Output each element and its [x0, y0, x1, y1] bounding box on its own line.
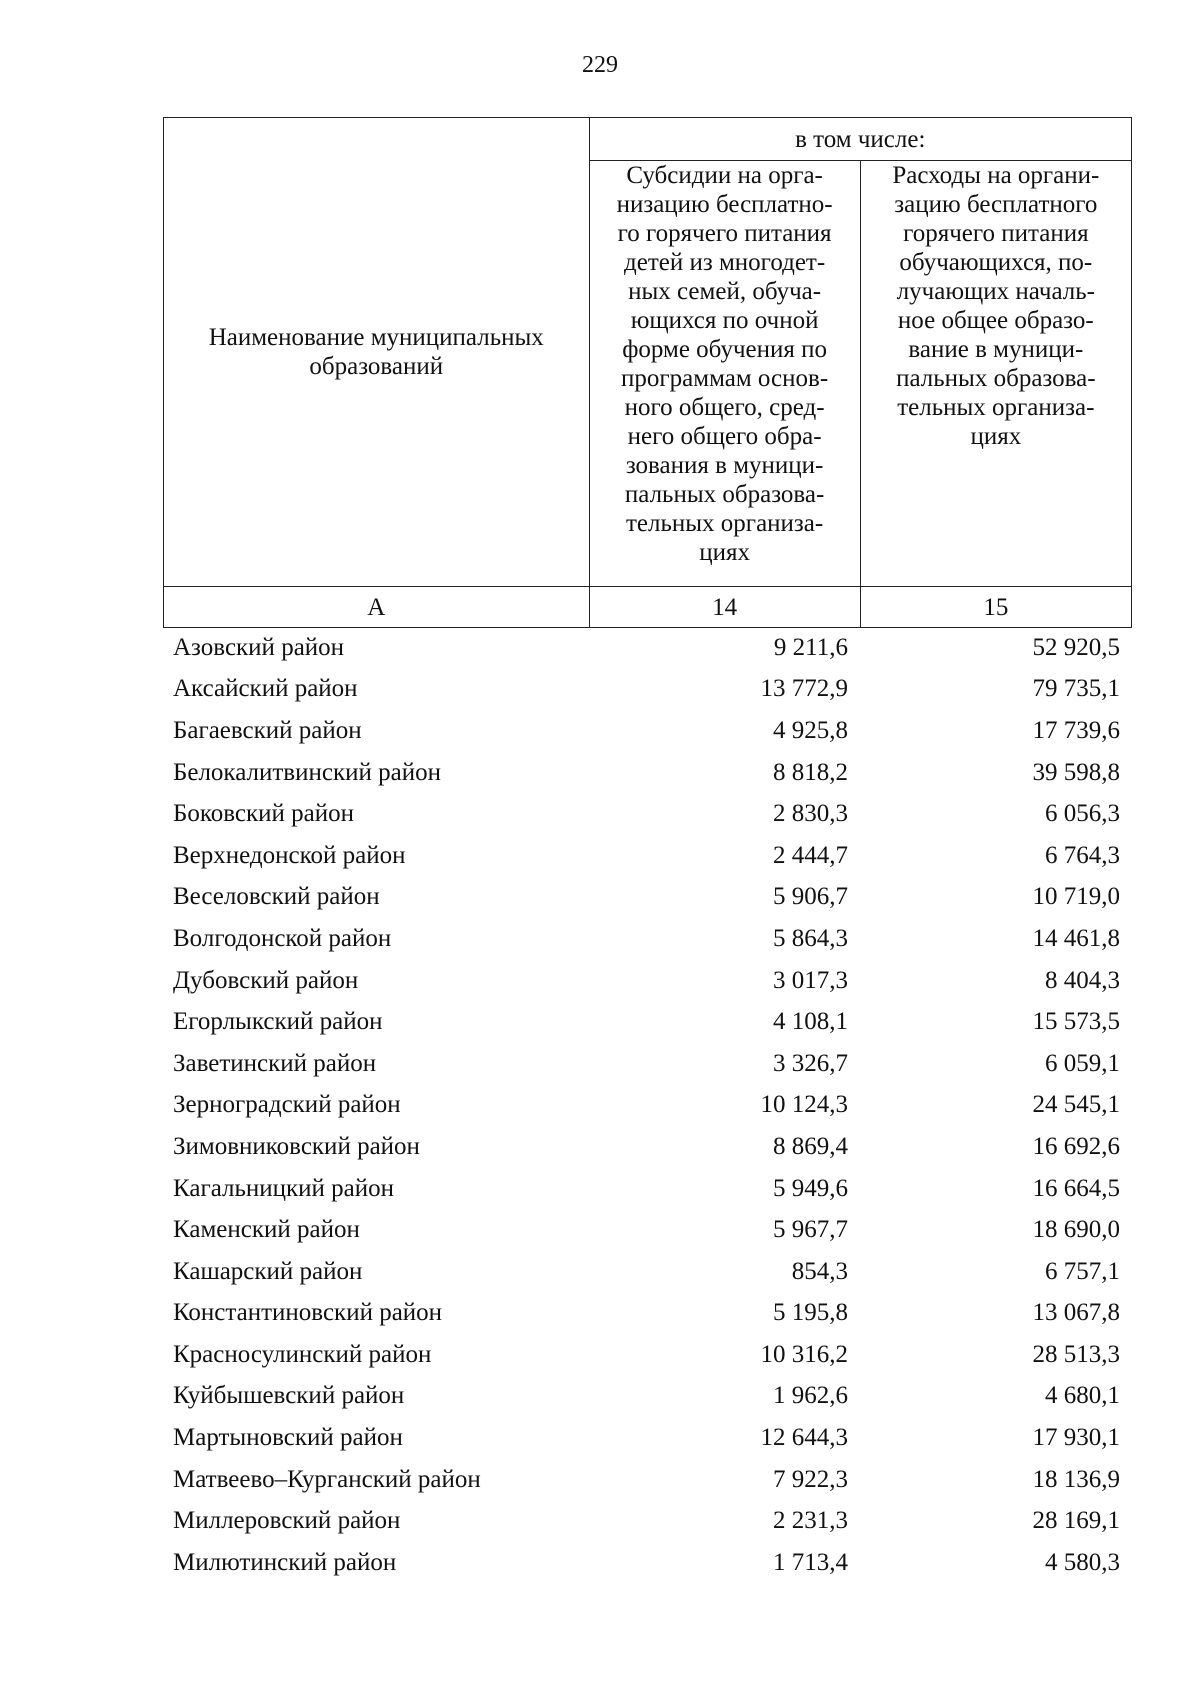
- municipality-name: Веселовский район: [173, 883, 380, 911]
- value-col-15: 39 598,8: [1032, 758, 1120, 786]
- value-col-15: 17 739,6: [1032, 716, 1120, 744]
- value-col-15: 6 059,1: [1045, 1049, 1120, 1077]
- value-col-15: 18 690,0: [1032, 1216, 1120, 1244]
- value-col-14: 1 962,6: [773, 1382, 848, 1410]
- column-header-municipality: Наименование муниципальных образований: [164, 118, 590, 587]
- value-col-14: 10 124,3: [760, 1091, 848, 1119]
- column-header-14: [589, 161, 860, 587]
- table-row: [163, 1251, 1132, 1293]
- table-row: [163, 669, 1132, 711]
- municipality-name: Красносулинский район: [173, 1340, 432, 1368]
- table-row: [163, 1001, 1132, 1043]
- municipality-name: Кагальницкий район: [173, 1174, 395, 1202]
- value-col-15: 6 056,3: [1045, 800, 1120, 828]
- municipality-name: Константиновский район: [173, 1299, 443, 1327]
- page-number: 229: [582, 52, 618, 78]
- value-col-15: 28 169,1: [1032, 1507, 1120, 1535]
- value-col-14: 5 864,3: [773, 924, 848, 952]
- table-row: [163, 1043, 1132, 1085]
- municipality-name: Боковский район: [173, 800, 354, 828]
- column-header-15: [860, 161, 1131, 587]
- value-col-15: 4 680,1: [1045, 1382, 1120, 1410]
- municipality-name: Кашарский район: [173, 1257, 363, 1285]
- table-row: [163, 835, 1132, 877]
- table-row: [163, 1417, 1132, 1459]
- value-col-14: 2 444,7: [773, 841, 848, 869]
- value-col-14: 3 017,3: [773, 966, 848, 994]
- value-col-15: 6 764,3: [1045, 841, 1120, 869]
- table-row: [163, 960, 1132, 1002]
- value-col-15: 14 461,8: [1032, 924, 1120, 952]
- table-row: [163, 1459, 1132, 1501]
- municipality-name: Милютинский район: [173, 1548, 397, 1576]
- value-col-15: 10 719,0: [1032, 883, 1120, 911]
- municipality-name: Егорлыкский район: [173, 1008, 383, 1036]
- value-col-15: 8 404,3: [1045, 966, 1120, 994]
- column-number-14: 14: [589, 587, 860, 628]
- value-col-15: 52 920,5: [1032, 633, 1120, 661]
- table-row: [163, 918, 1132, 960]
- value-col-14: 2 830,3: [773, 800, 848, 828]
- table-row: [163, 1293, 1132, 1335]
- table-row: [163, 1334, 1132, 1376]
- value-col-15: 24 545,1: [1032, 1091, 1120, 1119]
- value-col-14: 5 967,7: [773, 1216, 848, 1244]
- municipality-name: Куйбышевский район: [173, 1382, 405, 1410]
- column-header-15-text: Расходы на органи- зацию бесплатного горячего питания обучающихся, по- лучающих началь- ное общее образо- вание в муници- пальных образова- тельных организа- циях: [892, 162, 1100, 450]
- table-row: [163, 627, 1132, 669]
- column-group-header: в том числе:: [589, 118, 1131, 161]
- table-row: [163, 1376, 1132, 1418]
- municipality-name: Аксайский район: [173, 675, 358, 703]
- municipality-name: Заветинский район: [173, 1049, 377, 1077]
- value-col-14: 5 906,7: [773, 883, 848, 911]
- column-number-a: А: [164, 587, 590, 628]
- municipality-name: Дубовский район: [173, 966, 359, 994]
- municipality-name: Мартыновский район: [173, 1424, 403, 1452]
- value-col-14: 12 644,3: [760, 1424, 848, 1452]
- value-col-14: 13 772,9: [760, 675, 848, 703]
- table-row: [163, 710, 1132, 752]
- value-col-14: 9 211,6: [773, 633, 848, 661]
- value-col-14: 854,3: [791, 1257, 848, 1285]
- municipality-name: Каменский район: [173, 1216, 360, 1244]
- municipality-name: Зерноградский район: [173, 1091, 401, 1119]
- value-col-15: 17 930,1: [1032, 1424, 1120, 1452]
- municipality-name: Зимовниковский район: [173, 1132, 420, 1160]
- value-col-15: 18 136,9: [1032, 1465, 1120, 1493]
- table-row: [163, 1542, 1132, 1584]
- municipality-name: Верхнедонской район: [173, 841, 406, 869]
- value-col-15: 16 692,6: [1032, 1132, 1120, 1160]
- table-body: [163, 627, 1132, 1584]
- column-number-15: 15: [860, 587, 1131, 628]
- value-col-15: 79 735,1: [1032, 675, 1120, 703]
- municipality-name: Белокалитвинский район: [173, 758, 441, 786]
- table-header: [163, 117, 1132, 628]
- table-row: [163, 1085, 1132, 1127]
- municipality-name: Матвеево–Курганский район: [173, 1465, 481, 1493]
- value-col-15: 13 067,8: [1032, 1299, 1120, 1327]
- value-col-14: 7 922,3: [773, 1465, 848, 1493]
- municipality-name: Волгодонской район: [173, 924, 392, 952]
- municipality-name: Азовский район: [173, 633, 345, 661]
- value-col-14: 8 869,4: [773, 1132, 848, 1160]
- table-row: [163, 1168, 1132, 1210]
- value-col-14: 1 713,4: [773, 1548, 848, 1576]
- value-col-15: 28 513,3: [1032, 1340, 1120, 1368]
- table-row: [163, 793, 1132, 835]
- value-col-14: 3 326,7: [773, 1049, 848, 1077]
- value-col-14: 8 818,2: [773, 758, 848, 786]
- value-col-14: 10 316,2: [760, 1340, 848, 1368]
- municipality-name: Миллеровский район: [173, 1507, 401, 1535]
- value-col-14: 4 925,8: [773, 716, 848, 744]
- table-row: [163, 1500, 1132, 1542]
- value-col-15: 6 757,1: [1045, 1257, 1120, 1285]
- column-header-14-text: Субсидии на орга- низацию бесплатно- го горячего питания детей из многодет- ных семей, обуча- ющихся по очной форме обучения по программам основ- ного общего, сред- него общего обра- зования в муници- пальных образова- тельных организа- циях: [616, 162, 833, 566]
- table-row: [163, 752, 1132, 794]
- municipality-name: Багаевский район: [173, 716, 362, 744]
- table-row: [163, 877, 1132, 919]
- value-col-15: 16 664,5: [1032, 1174, 1120, 1202]
- value-col-14: 4 108,1: [773, 1008, 848, 1036]
- value-col-15: 4 580,3: [1045, 1548, 1120, 1576]
- value-col-14: 5 949,6: [773, 1174, 848, 1202]
- value-col-15: 15 573,5: [1032, 1008, 1120, 1036]
- value-col-14: 5 195,8: [773, 1299, 848, 1327]
- table-row: [163, 1209, 1132, 1251]
- value-col-14: 2 231,3: [773, 1507, 848, 1535]
- table-row: [163, 1126, 1132, 1168]
